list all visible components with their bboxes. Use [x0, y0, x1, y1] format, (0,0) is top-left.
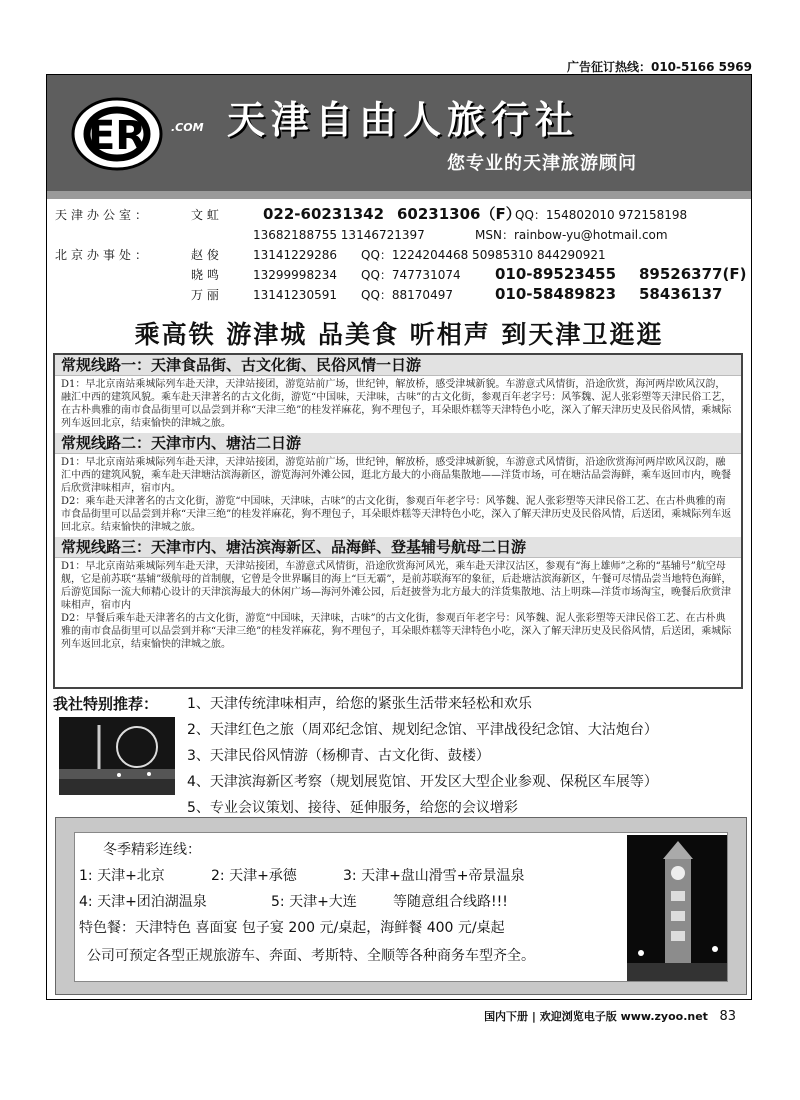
- recommend-item: 5、专业会议策划、接待、延伸服务，给您的会议增彩: [187, 800, 518, 816]
- page-number: 83: [719, 1009, 736, 1024]
- winter-title: 冬季精彩连线：: [103, 842, 201, 858]
- bj-contact-name: 万 丽: [191, 288, 219, 302]
- winter-line: 4: 天津+团泊湖温泉: [79, 894, 207, 910]
- bj-mobile: 13141230591: [253, 288, 337, 302]
- night-ferris-wheel-photo: [59, 717, 175, 795]
- ad-frame: [46, 74, 752, 1000]
- winter-vehicles: 公司可预定各型正规旅游车、奔面、考斯特、全顺等各种商务车型齐全。: [87, 948, 535, 964]
- er-logo-icon: [69, 95, 165, 173]
- winter-promo-box: [55, 817, 747, 995]
- route-title: 常规线路一：天津食品街、古文化街、民俗风情一日游: [55, 355, 741, 376]
- headline-slogan: 乘高铁 游津城 品美食 听相声 到天津卫逛逛: [134, 320, 664, 349]
- logo-text: ER: [87, 113, 147, 159]
- brand-name: 天津自由人旅行社: [227, 98, 580, 142]
- route-body: [55, 558, 741, 654]
- bj-qq: QQ：747731074: [361, 268, 461, 282]
- recommend-item: 4、天津滨海新区考察（规划展览馆、开发区大型企业参观、保税区车展等）: [187, 774, 658, 790]
- contact-row: [55, 205, 745, 225]
- route-day: D1：早北京南站乘城际列车赴天津，天津站接团，游览站前广场，世纪钟，解放桥，感受津城新貌。车游意式风情街，沿途欣赏，海河两岸欧风汉韵，融汇中西的建筑风貌。乘车赴天津著名的古文化街，游览“中国味，天津味，古味”的古文化街，参观百年老字号：风筝魏、泥人张彩塑等天津民俗工艺，在古朴典雅的南市食品街里可以品尝到并称“天津三绝”的桂发祥麻花，狗不理包子，耳朵眼炸糕等天津特色小吃，深入了解天津历史及民俗风情，乘城际列车返回北京，结束愉快的津城之旅。: [61, 379, 732, 429]
- recommend-item: 2、天津红色之旅（周邓纪念馆、规划纪念馆、平津战役纪念馆、大沽炮台）: [187, 722, 658, 738]
- brand-slogan: 您专业的天津旅游顾问: [447, 153, 637, 174]
- bj-office-label: 北京办事处：: [55, 248, 152, 262]
- winter-promo-panel: [74, 832, 728, 982]
- winter-line: 5: 天津+大连: [271, 894, 357, 910]
- route-day: D1：早北京南站乘城际列车赴天津，天津站接团，游览站前广场，世纪钟，解放桥，感受津城新貌，车游意式风情街，沿途欣赏海河两岸欧风汉韵，融汇中西的建筑风貌，乘车赴天津塘沽滨海新区，游览海河外滩公园，逛北方最大的小商品集散地——洋货市场，可在塘沽品尝海鲜，乘车返回市内，晚餐后欣赏津味相声，宿市内。: [61, 457, 731, 494]
- contact-block: [55, 205, 745, 305]
- ad-hotline: 广告征订热线：010-5166 5969: [566, 60, 752, 74]
- route-body: [55, 454, 741, 537]
- bj-fax: 89526377(F): [639, 265, 747, 283]
- logo-com: .COM: [171, 121, 204, 134]
- brand-banner: [47, 75, 751, 191]
- contact-row: [55, 285, 745, 305]
- tj-fax: 60231306（F）: [397, 205, 521, 223]
- tj-mobile: 13682188755 13146721397: [253, 228, 425, 242]
- routes-box: [53, 353, 743, 689]
- route-title: 常规线路三：天津市内、塘沽滨海新区、品海鲜、登基辅号航母二日游: [55, 537, 741, 558]
- recommend-item: 1、天津传统津味相声，给您的紧张生活带来轻松和欢乐: [187, 696, 532, 712]
- route-day: D2：乘车赴天津著名的古文化街，游览“中国味，天津味，古味”的古文化街，参观百年老字号：风筝魏、泥人张彩塑等天津民俗工艺、在古朴典雅的南市食品街里可以品尝到并称“天津三绝”的桂发祥麻花，狗不理包子，耳朵眼炸糕等天津特色小吃，深入了解天津历史及民俗风情，后送团，乘城际列车返回北京。结束愉快的津城之旅。: [61, 496, 732, 533]
- contact-row: [55, 225, 745, 245]
- bj-mobile: 13299998234: [253, 268, 337, 282]
- recommend-item: 3、天津民俗风情游（杨柳青、古文化街、鼓楼）: [187, 748, 490, 764]
- tj-phone: 022-60231342: [263, 205, 385, 223]
- tj-msn: MSN：rainbow-yu@hotmail.com: [475, 228, 668, 242]
- winter-line: 1: 天津+北京: [79, 868, 165, 884]
- winter-line: 2: 天津+承德: [211, 868, 297, 884]
- clock-tower-photo: [627, 835, 727, 981]
- winter-line: 等随意组合线路!!!: [393, 894, 508, 910]
- bj-mobile: 13141229286: [253, 248, 337, 262]
- bj-contact-name: 赵 俊: [191, 248, 219, 262]
- route-title: 常规线路二：天津市内、塘沽二日游: [55, 433, 741, 454]
- tj-office-label: 天津办公室：: [55, 208, 152, 222]
- route-day: D2：早餐后乘车赴天津著名的古文化街，游览“中国味，天津味，古味”的古文化街，参观百年老字号：风筝魏、泥人张彩塑等天津民俗工艺、在古朴典雅的南市食品街里可以品尝到并称“天津三绝”的桂发祥麻花，狗不理包子，耳朵眼炸糕等天津特色小吃，深入了解天津历史及民俗风情，后送团，乘城际列车返回北京，结束愉快的津城之旅。: [61, 613, 732, 650]
- route-body: [55, 376, 741, 433]
- tj-qq: QQ：154802010 972158198: [515, 208, 688, 222]
- bj-phone: 010-89523455: [495, 265, 617, 283]
- footer-text: 国内下册 | 欢迎浏览电子版 www.zyoo.net: [484, 1010, 708, 1023]
- winter-line: 3: 天津+盘山滑雪+帝景温泉: [343, 868, 525, 884]
- route-day: D1：早北京南站乘城际列车赴天津，天津站接团，车游意式风情街，沿途欣赏海河风光，乘车赴天津汉沽区，参观有“海上雄师”之称的“基辅号”航空母舰，它是前苏联“基辅”级航母的首制舰，它曾是令世界瞩目的海上“巨无霸”，是前苏联海军的象征，后赴塘沽滨海新区，午餐可尽情品尝当地特色海鲜，后游览国际一流大师精心设计的天津滨海最大的休闲广场—海河外滩公园，后赶披誉为北方最大的洋货集散地、沽上明珠—洋货市场淘宝，晚餐后欣赏津味相声，宿市内: [61, 561, 732, 611]
- tj-contact-name: 文 虹: [191, 208, 219, 222]
- recommend-title: 我社特别推荐：: [53, 695, 159, 713]
- bj-qq: QQ：1224204468 50985310 844290921: [361, 248, 606, 262]
- banner-strip: [47, 191, 751, 199]
- bj-fax: 58436137: [639, 285, 723, 303]
- contact-row: [55, 245, 745, 265]
- page-footer: [484, 1008, 736, 1024]
- winter-meal: 特色餐：天津特色 喜面宴 包子宴 200 元/桌起，海鲜餐 400 元/桌起: [79, 920, 505, 936]
- bj-contact-name: 晓 鸣: [191, 268, 219, 282]
- contact-row: [55, 265, 745, 285]
- bj-qq: QQ：88170497: [361, 288, 453, 302]
- bj-phone: 010-58489823: [495, 285, 617, 303]
